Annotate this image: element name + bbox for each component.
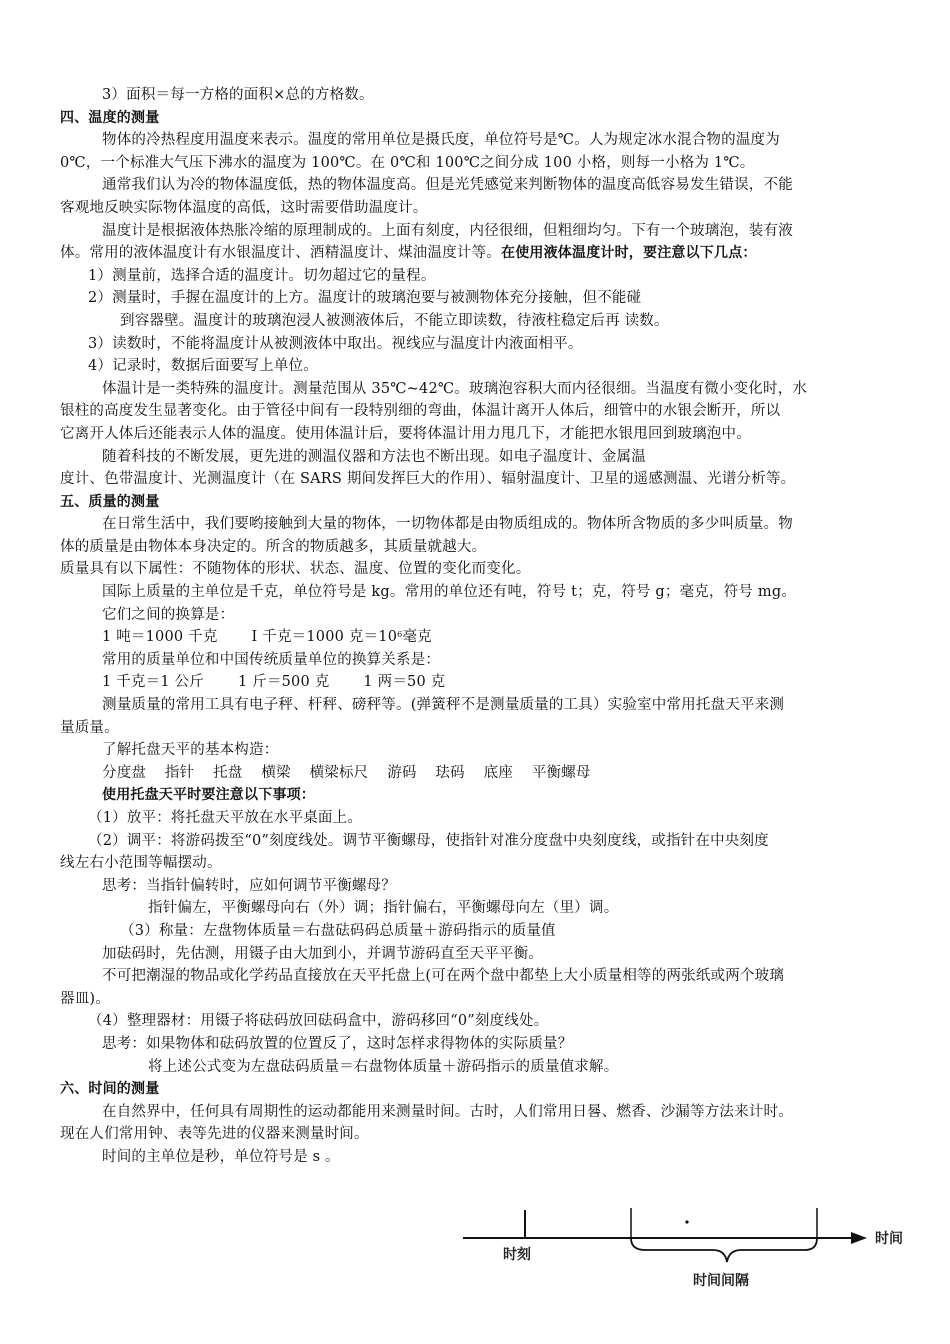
think-answer: 指针偏左，平衡螺母向右（外）调；指针偏右，平衡螺母向左（里）调。 (148, 900, 619, 917)
paragraph: 加砝码时，先估测，用镊子由大加到小，并调节游码直至天平平衡。 (102, 945, 543, 962)
paragraph: 器皿)。 (60, 990, 110, 1007)
part: 横梁 (261, 764, 291, 781)
think-question: 思考：如果物体和砝码放置的位置反了，这时怎样求得物体的实际质量？ (102, 1035, 573, 1052)
paragraph: 了解托盘天平的基本构造： (102, 742, 279, 759)
rule-item: 4）记录时，数据后面要写上单位。 (88, 358, 318, 375)
axis-label: 时间 (875, 1231, 903, 1247)
rule-item-continuation: 到容器壁。温度计的玻璃泡浸人被测液体后，不能立即读数，待液柱稳定后再 读数。 (120, 312, 669, 329)
paragraph: 度计、色带温度计、光测温度计（在 SARS 期间发挥巨大的作用）、辐射温度计、卫星的遥感测温、光谱分析等。 (60, 471, 796, 488)
think-question: 思考：当指针偏转时，应如何调节平衡螺母？ (102, 877, 396, 894)
rule-item: 2）测量时，手握在温度计的上方。温度计的玻璃泡要与被测物体充分接触，但不能碰 (88, 290, 642, 307)
interval-label: 时间间隔 (693, 1273, 749, 1289)
part: 平衡螺母 (531, 764, 591, 781)
paragraph: 它离开人体后还能表示人体的温度。使用体温计后，要将体温计用力甩几下，才能把水银甩回到玻璃泡中。 (60, 425, 751, 442)
paragraph: 时间的主单位是秒，单位符号是 s 。 (102, 1148, 340, 1165)
notice-item: （3）称量：左盘物体质量＝右盘砝码码总质量＋游码指示的质量值 (120, 922, 556, 939)
notice-item-continuation: 线左右小范围等幅摆动。 (60, 855, 222, 872)
paragraph: 物体的冷热程度用温度来表示。温度的常用单位是摄氏度，单位符号是℃。人为规定冰水混合物的温度为 (102, 132, 780, 149)
rule-item: 1）测量前，选择合适的温度计。切勿超过它的量程。 (88, 267, 436, 284)
paragraph: 它们之间的换算是： (102, 606, 235, 623)
part: 珐码 (435, 764, 465, 781)
paragraph: 现在人们常用钟、表等先进的仪器来测量时间。 (60, 1126, 369, 1143)
paragraph: 在自然界中，任何具有周期性的运动都能用来测量时间。古时，人们常用日晷、燃香、沙漏等方法来计时。 (102, 1103, 793, 1120)
conversion-unit: 毫克 (402, 629, 432, 646)
time-axis-diagram (455, 1198, 925, 1298)
section-heading-time: 六、时间的测量 (60, 1081, 160, 1098)
conversion-line (60, 626, 890, 649)
paragraph: 银柱的高度发生显著变化。由于管径中间有一段特别细的弯曲，体温计离开人体后，细管中的水银会断开，所以 (60, 403, 781, 420)
paragraph: 客观地反映实际物体温度的高低，这时需要借助温度计。 (60, 199, 428, 216)
paragraph-text: 体。常用的液体温度计有水银温度计、酒精温度计、煤油温度计等。 (60, 245, 501, 262)
part: 横梁标尺 (309, 764, 369, 781)
paragraph: 国际上质量的主单位是千克，单位符号是 kg。常用的单位还有吨，符号 t；克，符号 g；毫克，符号 mg。 (102, 584, 797, 601)
think-answer: 将上述公式变为左盘砝码质量＝右盘物体质量＋游码指示的质量值求解。 (148, 1058, 619, 1075)
paragraph: 体的质量是由物体本身决定的。所含的物质越多，其质量就越大。 (60, 538, 487, 555)
rule-item: 3）读数时，不能将温度计从被测液体中取出。视线应与温度计内液面相平。 (88, 335, 583, 352)
paragraph: 0℃，一个标准大气压下沸水的温度为 100℃。在 0℃和 100℃之间分成 100 小格，则每一小格为 1℃。 (60, 154, 755, 171)
section-heading-temperature: 四、温度的测量 (60, 109, 160, 126)
conversion: 1 千克＝1 公斤 (102, 674, 204, 691)
paragraph: 随着科技的不断发展，更先进的测温仪器和方法也不断出现。如电子温度计、金属温 (102, 448, 646, 465)
notice-item: （1）放平：将托盘天平放在水平桌面上。 (88, 810, 363, 826)
conversion: 1 吨＝1000 千克 (102, 629, 218, 646)
conversion: I 千克＝1000 克＝10 (251, 629, 398, 646)
conversion: 1 斤＝500 克 (237, 674, 330, 691)
paragraph: 量质量。 (60, 719, 119, 736)
paragraph: 通常我们认为冷的物体温度低，热的物体温度高。但是光凭感觉来判断物体的温度高低容易发生错误，不能 (102, 177, 793, 194)
part: 分度盘 (102, 764, 147, 781)
paragraph: 体温计是一类特殊的温度计。测量范围从 35℃~42℃。玻璃泡容积大而内径很细。当温度有微小变化时，水 (102, 380, 808, 397)
notice-item: （4）整理器材：用镊子将砝码放回砝码盒中，游码移回“0”刻度线处。 (88, 1013, 549, 1030)
moment-label: 时刻 (503, 1247, 531, 1263)
exponent: 6 (397, 630, 403, 640)
conversion-line (60, 671, 890, 694)
notice-title: 使用托盘天平时要注意以下事项： (102, 787, 315, 804)
conversion: 1 两＝50 克 (363, 674, 446, 691)
paragraph: 质量具有以下属性：不随物体的形状、状态、温度、位置的变化而变化。 (60, 561, 531, 578)
notice-item: （2）调平：将游码拨至“0”刻度线处。调节平衡螺母，使指针对准分度盘中央刻度线，或指针在中央刻度 (88, 832, 769, 849)
part: 底座 (483, 764, 514, 781)
paragraph: 测量质量的常用工具有电子秤、杆秤、磅秤等。(弹簧秤不是测量质量的工具）实验室中常用托盘天平来测 (102, 697, 785, 714)
paragraph: 不可把潮湿的物品或化学药品直接放在天平托盘上(可在两个盘中都垫上大小质量相等的两张纸或两个玻璃 (102, 968, 785, 985)
balance-parts-list (60, 762, 890, 785)
section-heading-mass: 五、质量的测量 (60, 493, 160, 510)
paragraph: 温度计是根据液体热胀冷缩的原理制成的。上面有刻度，内径很细，但粗细均匀。下有一个玻璃泡，装有液 (102, 222, 793, 239)
part: 指针 (164, 764, 195, 781)
area-formula-item: 3）面积＝每一方格的面积×总的方格数。 (102, 87, 374, 103)
part: 游码 (387, 764, 417, 781)
paragraph: 常用的质量单位和中国传统质量单位的换算关系是： (102, 651, 441, 668)
part: 托盘 (213, 764, 243, 781)
paragraph (60, 242, 890, 265)
paragraph: 在日常生活中，我们要哟接触到大量的物体，一切物体都是由物质组成的。物体所含物质的多少叫质量。物 (102, 516, 793, 533)
document-page (60, 84, 890, 1169)
bold-emphasis: 在使用液体温度计时，要注意以下几点： (501, 245, 757, 262)
